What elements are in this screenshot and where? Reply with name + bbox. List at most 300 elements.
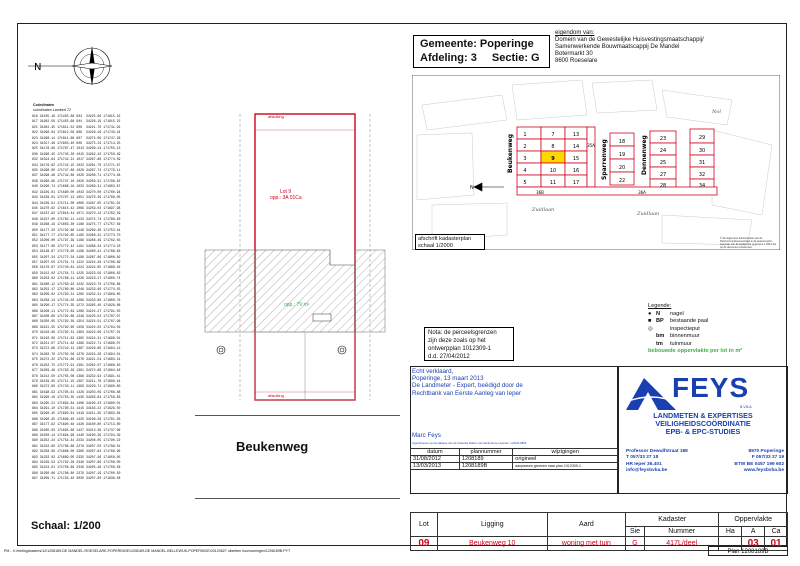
coords-cell: 34212.50 — [39, 373, 56, 378]
afdeling-text: Afdeling: 3 — [420, 52, 477, 64]
kadaster-street-beukenweg: Beukenweg — [507, 134, 514, 173]
coords-cell: 1069 — [76, 205, 84, 210]
coords-cell: 171792.39 — [57, 319, 75, 324]
coords-cell: 1196 — [76, 249, 84, 254]
revisions-cell: origineel — [513, 456, 618, 463]
coords-cell: 853 — [32, 243, 38, 248]
coords-row — [31, 184, 121, 189]
coords-cell: 171737.06 — [103, 427, 121, 432]
coords-row — [31, 265, 121, 270]
coords-cell: 1060 — [76, 200, 84, 205]
coords-cell: 1363 — [76, 330, 84, 335]
ca-header: Ca — [765, 527, 788, 537]
note-box — [424, 327, 514, 361]
coords-cell: 896 — [32, 470, 38, 475]
coords-cell: 821 — [32, 124, 38, 129]
coords-cell: 34274.66 — [85, 368, 102, 373]
coords-cell: 823 — [32, 135, 38, 140]
coords-cell: 34287.06 — [85, 254, 102, 259]
street-edge-bottom — [195, 498, 400, 499]
coords-cell: 850 — [32, 227, 38, 232]
ha-header: Ha — [719, 527, 742, 537]
coords-cell: 171755.35 — [57, 395, 75, 400]
coords-title: Coördinaten — [33, 103, 55, 107]
coords-cell: 171615.22 — [103, 119, 121, 124]
coords-cell: 171788.01 — [103, 443, 121, 448]
coordinates-table — [31, 114, 121, 482]
coords-cell: 1376 — [76, 351, 84, 356]
coords-cell: 171792.85 — [57, 232, 75, 237]
coords-cell: 171790.22 — [103, 438, 121, 443]
coords-cell: 171791.55 — [103, 308, 121, 313]
coords-cell: 34223.73 — [85, 281, 102, 286]
coords-cell: 1026 — [76, 168, 84, 173]
coords-cell: 171772.83 — [57, 308, 75, 313]
coords-cell: 34262.70 — [39, 351, 56, 356]
ca-value: 01 — [765, 537, 788, 551]
owner-line1: Domein van de Gewestelijke Huisvestingsmaatschappij/ — [555, 37, 704, 43]
coords-cell: 881 — [32, 389, 38, 394]
note-line3: ontwerpplan 1012309-1 — [428, 346, 492, 352]
coords-cell: 824 — [32, 141, 38, 146]
coords-cell: 34290.74 — [39, 184, 56, 189]
coords-cell: 1427 — [76, 427, 84, 432]
coords-cell: 34211.78 — [85, 378, 102, 383]
coords-cell: 171792.88 — [57, 227, 75, 232]
svg-text:18: 18 — [618, 139, 626, 145]
coords-cell: 34269.36 — [85, 227, 102, 232]
coords-cell: 171711.82 — [57, 341, 75, 346]
coords-cell: 34222.71 — [85, 341, 102, 346]
coords-cell: 34291.10 — [39, 405, 56, 410]
coords-cell: 171762.49 — [103, 211, 121, 216]
kadaster-caption-line2: schaal 1/2000 — [418, 243, 453, 249]
coords-cell: 34210.09 — [39, 335, 56, 340]
coords-cell: 171742.21 — [57, 157, 75, 162]
company-name: FEYS — [672, 372, 750, 403]
coords-cell: 34292.42 — [85, 151, 102, 156]
coords-cell: 171755.06 — [57, 373, 75, 378]
coords-cell: 34209.14 — [85, 146, 102, 151]
coords-cell: 34276.39 — [85, 195, 102, 200]
coords-cell: 1425 — [76, 416, 84, 421]
legend-item — [648, 318, 742, 326]
coords-cell: 34221.55 — [39, 324, 56, 329]
coords-cell: 171693.84 — [103, 411, 121, 416]
coords-cell: 171747.10 — [57, 178, 75, 183]
coords-cell: 171760.94 — [103, 189, 121, 194]
coords-cell: 904 — [76, 119, 83, 124]
coords-cell: 34272.66 — [39, 346, 56, 351]
afdeling-sectie-line — [420, 51, 543, 65]
coords-cell: 34272.22 — [39, 357, 56, 362]
owner-line2: Samenwerkende Bouwmaatscappij De Mandel — [555, 44, 680, 50]
coords-cell: 34253.02 — [39, 276, 56, 281]
coords-cell: 845 — [32, 205, 38, 210]
coords-cell: 171691.41 — [103, 373, 121, 378]
coords-cell: 34177.77 — [39, 232, 56, 237]
coords-cell: 171772.91 — [57, 362, 75, 367]
coords-cell: 171808.76 — [103, 297, 121, 302]
lot-area-label: opp.: 3A 01Ca — [270, 195, 302, 201]
coords-cell: 876 — [32, 362, 38, 367]
coords-cell: 34281.45 — [39, 124, 56, 129]
coords-cell: 34225.19 — [39, 114, 56, 118]
coords-cell: 34252.75 — [39, 362, 56, 367]
coords-cell: 34283.63 — [85, 395, 102, 400]
svg-text:N: N — [34, 62, 42, 73]
coords-cell: 171767.47 — [57, 146, 75, 151]
company-web[interactable]: www.feysbvba.be — [743, 468, 784, 474]
coords-cell: 171808.65 — [103, 292, 121, 297]
svg-text:5: 5 — [523, 180, 527, 186]
coords-cell: 171803.40 — [57, 141, 75, 146]
coords-cell: 171690.80 — [103, 384, 121, 389]
coords-cell: 171788.63 — [103, 249, 121, 254]
coords-cell: 34289.31 — [85, 178, 102, 183]
compass-rose-icon — [22, 40, 118, 92]
legend-title: Legende: — [648, 303, 672, 309]
coords-cell: 171793.29 — [57, 368, 75, 373]
coords-cell: 830 — [32, 151, 38, 156]
coords-cell: 1406 — [76, 400, 84, 405]
a-value: 03 — [742, 537, 765, 551]
coords-cell: 171693.61 — [57, 411, 75, 416]
svg-text:11: 11 — [549, 180, 557, 186]
coords-cell: 171771.67 — [103, 162, 121, 167]
svg-text:30: 30 — [698, 148, 706, 154]
oppervlakte-header: Oppervlakte — [719, 513, 788, 527]
cert-line3: De Landmeter - Expert, beëdigd door de — [412, 382, 523, 390]
revisions-header: wijzigingen — [513, 449, 618, 456]
coords-row — [31, 130, 121, 135]
coords-cell: 171794.39 — [103, 432, 121, 437]
revisions-header: plannummer — [459, 449, 512, 456]
coords-cell: 171742.86 — [57, 173, 75, 178]
coords-cell: 34225.09 — [85, 114, 102, 118]
coords-cell: 171792.66 — [57, 314, 75, 319]
coords-cell: 1189 — [76, 238, 84, 243]
coords-cell: 34177.33 — [39, 227, 56, 232]
svg-text:24: 24 — [659, 148, 667, 154]
coords-cell: 1367 — [76, 346, 84, 351]
tagline2: VEILIGHEIDSCOÖRDINATIE — [655, 418, 751, 428]
coords-cell: 1013 — [76, 146, 84, 151]
coords-cell: 171796.82 — [103, 178, 121, 183]
coords-cell: 838 — [32, 178, 38, 183]
legend-symbol-icon: ● — [648, 310, 652, 317]
coords-cell: 171683.14 — [103, 357, 121, 362]
coords-cell: 171697.98 — [103, 205, 121, 210]
coords-cell: 171666.00 — [57, 449, 75, 454]
coords-cell: 171803.87 — [103, 184, 121, 189]
coords-cell: 171773.70 — [103, 232, 121, 237]
coords-cell: 34226.19 — [85, 119, 102, 124]
coords-cell: 1029 — [76, 173, 84, 178]
coords-cell: 34177.06 — [39, 243, 56, 248]
coords-cell: 878 — [32, 373, 38, 378]
svg-text:15: 15 — [572, 156, 580, 162]
coords-cell: 906 — [76, 130, 83, 135]
coords-cell: 34207.19 — [85, 470, 102, 475]
coords-cell: 171826.88 — [103, 303, 121, 308]
coords-cell: 1029 — [76, 178, 84, 183]
coords-cell: 171795.61 — [57, 389, 75, 394]
coords-cell: 822 — [32, 130, 38, 135]
svg-text:1: 1 — [523, 132, 527, 138]
coords-cell: 171792.60 — [57, 324, 75, 329]
svg-text:2: 2 — [523, 144, 527, 150]
coords-cell: 171696.01 — [103, 335, 121, 340]
coords-cell: 171742.12 — [57, 346, 75, 351]
coords-cell: 34288.49 — [85, 238, 102, 243]
svg-text:10: 10 — [549, 168, 557, 174]
legend — [648, 303, 742, 356]
coords-cell: 171690.48 — [57, 422, 75, 427]
coords-cell: 34207.50 — [85, 443, 102, 448]
coords-cell: 848 — [32, 216, 38, 221]
certification-text — [412, 368, 523, 397]
revisions-header-row — [411, 449, 618, 456]
coords-row — [31, 211, 121, 216]
coords-cell: 1354 — [76, 319, 84, 324]
coords-cell: 171776.11 — [103, 168, 121, 173]
coords-cell: 171629.50 — [103, 405, 121, 410]
coords-cell: 171800.74 — [103, 276, 121, 281]
coords-cell: 847 — [32, 211, 38, 216]
tagline3: EPB- & EPC-STUDIES — [665, 426, 741, 436]
coords-cell: 849 — [32, 222, 38, 227]
coords-cell: 870 — [32, 330, 38, 335]
note-line2: zijn deze zoals op het — [428, 338, 486, 344]
coords-cell: 34296.04 — [39, 130, 56, 135]
coords-cell: 871 — [32, 335, 38, 340]
coords-cell: 171455.88 — [57, 114, 75, 118]
coords-cell: 872 — [32, 341, 38, 346]
registration-text: Ingeschreven op het tableau van de Federale Raden van landmeters-experten: LAN04-0854 — [412, 441, 527, 445]
aard-header: Aard — [547, 513, 625, 537]
coords-cell: 171455.68 — [57, 119, 75, 124]
coords-cell: 1418 — [76, 411, 84, 416]
coords-cell: 171782.31 — [57, 330, 75, 335]
coords-cell: 34223.17 — [85, 276, 102, 281]
coords-cell: 171776.90 — [57, 249, 75, 254]
coords-cell: 865 — [32, 303, 38, 308]
coords-cell: 171690.00 — [57, 189, 75, 194]
coords-cell: 34211.35 — [85, 411, 102, 416]
coords-cell: 34265.40 — [85, 303, 102, 308]
company-tel: T 057/33 27 18 — [626, 455, 659, 461]
coords-cell: 34213.39 — [85, 427, 102, 432]
coords-cell: 171694.12 — [103, 346, 121, 351]
coords-row — [31, 368, 121, 373]
coords-cell: 34205.48 — [85, 465, 102, 470]
kadaster-street-sparrenweg: Sparrenweg — [601, 139, 608, 180]
coords-cell: 171774.55 — [103, 287, 121, 291]
coords-cell: 171711.62 — [57, 335, 75, 340]
coords-cell: 34252.24 — [39, 438, 56, 443]
coords-cell: 842 — [32, 189, 38, 194]
coords-cell: 1248 — [76, 287, 84, 291]
lot-label: Lot 9 — [280, 189, 292, 195]
coords-cell: 34258.14 — [39, 297, 56, 302]
coords-cell: 171754.71 — [57, 270, 75, 275]
coords-cell: 851 — [32, 232, 38, 237]
coords-cell: 171780.80 — [57, 287, 75, 291]
coords-cell: 1269 — [76, 297, 84, 302]
coords-cell: 171744.02 — [57, 297, 75, 302]
coords-cell: 840 — [32, 184, 38, 189]
coords-cell: 867 — [32, 314, 38, 319]
coords-cell: 34262.56 — [39, 119, 56, 124]
coords-cell: 1369 — [76, 341, 84, 346]
coords-cell: 34270.13 — [85, 211, 102, 216]
revisions-header: datum — [411, 449, 460, 456]
coords-cell: 891 — [32, 443, 38, 448]
svg-text:31: 31 — [698, 160, 706, 166]
coords-cell: 34226.16 — [85, 130, 102, 135]
coords-cell: 171774.48 — [103, 173, 121, 178]
kadaster-header: Kadaster — [626, 513, 719, 527]
coords-row — [31, 422, 121, 427]
coords-cell: 1188 — [76, 222, 84, 227]
svg-text:25: 25 — [659, 160, 667, 166]
coords-cell: 171699.44 — [103, 378, 121, 383]
coords-cell: 34207.50 — [39, 259, 56, 264]
coords-row — [31, 195, 121, 200]
feys-logo-icon — [624, 372, 678, 412]
coords-cell: 171696.40 — [57, 416, 75, 421]
coords-cell: 171695.60 — [57, 427, 75, 432]
note-line1: Nota: de perceelsgrenzen — [428, 330, 497, 336]
coords-cell: 34222.90 — [39, 443, 56, 448]
svg-text:Zuidlaan: Zuidlaan — [637, 211, 660, 217]
revisions-row — [411, 456, 618, 463]
coords-cell: 171615.22 — [103, 114, 121, 118]
coords-cell: 171694.01 — [103, 351, 121, 356]
revisions-cell: aanpassen grenzen naar plan 1012309-1 — [513, 463, 618, 470]
footer-path: PM - X:\metingdossiers\12\1208189-DE MANDEL-ROESELARE-POPERINGE\1208189-DE MANDEL-BELLEWIJK-POPERINGE\20120827 uitzetten huurwoningen\1208189B.PYT — [4, 549, 291, 553]
coords-cell: 2379 — [76, 470, 84, 475]
coords-cell: 3030 — [76, 476, 84, 481]
lot-header: Lot — [411, 513, 438, 537]
coords-cell: 34267.74 — [85, 168, 102, 173]
coords-cell: 34290.06 — [39, 470, 56, 475]
coords-row — [31, 476, 121, 481]
coords-cell: 855 — [32, 254, 38, 259]
coords-cell: 34208.11 — [39, 308, 56, 313]
lot-value: 09 — [411, 537, 438, 551]
coords-cell: 34229.01 — [39, 189, 56, 194]
coords-cell: 171756.69 — [57, 465, 75, 470]
legend-code: BP — [656, 318, 664, 324]
svg-text:Nol: Nol — [712, 109, 721, 115]
coords-cell: 34258.09 — [39, 449, 56, 454]
coords-row — [31, 249, 121, 254]
afsluiting-bottom-label: afsluiting — [268, 393, 284, 398]
coords-cell: 34229.53 — [39, 460, 56, 464]
coords-cell: 34207.86 — [85, 460, 102, 464]
coords-cell: 1224 — [76, 265, 84, 270]
coords-cell: 864 — [32, 297, 38, 302]
coords-cell: 34290.45 — [39, 411, 56, 416]
owner-label: eigendom van: — [555, 30, 595, 36]
coords-cell: 171806.83 — [103, 270, 121, 275]
ligging-value: Beukenweg 10 — [437, 537, 547, 551]
coords-cell: 859 — [32, 270, 38, 275]
coords-row — [31, 395, 121, 400]
coords-cell: 171615.42 — [57, 205, 75, 210]
company-fax: F 057/33 27 19 — [751, 455, 784, 461]
afsluiting-top-label: afsluiting — [268, 114, 284, 119]
coords-cell: 171787.96 — [103, 319, 121, 324]
coords-cell: 908 — [76, 124, 83, 129]
legend-item — [648, 311, 742, 319]
svg-text:36A: 36A — [638, 190, 646, 195]
coords-cell: 171751.69 — [57, 357, 75, 362]
coords-cell: 34219.05 — [39, 378, 56, 383]
kadaster-caption-line1: afschrift kadasterplan — [418, 236, 472, 242]
legend-symbol-icon: ■ — [648, 318, 652, 324]
owner-block — [555, 30, 704, 65]
coords-cell: 34208.05 — [85, 438, 102, 443]
coords-row — [31, 357, 121, 362]
coords-cell: 34190.23 — [85, 400, 102, 405]
coords-cell: 1429 — [76, 389, 84, 394]
coords-cell: 171811.52 — [57, 124, 75, 129]
coords-cell: 34268.19 — [39, 222, 56, 227]
coords-cell: 34170.67 — [39, 265, 56, 270]
coords-cell: 34314.84 — [39, 157, 56, 162]
coords-cell: 171701.03 — [103, 416, 121, 421]
coords-cell: 1365 — [76, 335, 84, 340]
coords-cell: 897 — [32, 476, 38, 481]
coords-cell: 1015 — [76, 151, 84, 156]
neighbour-building-left — [205, 250, 255, 332]
coords-row — [31, 222, 121, 227]
coords-cell: 1430 — [76, 395, 84, 400]
coords-cell: 858 — [32, 265, 38, 270]
nummer-header: Nummer — [644, 527, 718, 537]
coords-cell: 1415 — [76, 405, 84, 410]
coords-cell: 857 — [32, 259, 38, 264]
svg-text:N: N — [470, 185, 474, 191]
coords-cell: 34207.64 — [85, 449, 102, 454]
coords-cell: 885 — [32, 411, 38, 416]
coords-cell: 171603.30 — [57, 222, 75, 227]
coords-cell: 34224.02 — [85, 324, 102, 329]
coords-cell: 171741.92 — [103, 124, 121, 129]
svg-text:4: 4 — [523, 168, 527, 174]
signer-name: Marc Feys — [412, 432, 441, 439]
coords-row — [31, 330, 121, 335]
coords-cell: 882 — [32, 395, 38, 400]
coords-cell: 1228 — [76, 276, 84, 281]
coords-cell: 1426 — [76, 422, 84, 427]
owner-line3: Botermarkt 30 — [555, 51, 593, 57]
coords-cell: 889 — [32, 432, 38, 437]
coords-cell: 34274.09 — [85, 135, 102, 140]
company-email[interactable]: info@feysbvba.be — [626, 468, 668, 474]
coords-cell: 171790.31 — [57, 405, 75, 410]
note-line4: d.d. 27/04/2012 — [428, 354, 470, 360]
coords-cell: 34212.02 — [39, 270, 56, 275]
svg-text:20: 20 — [618, 165, 626, 171]
coords-cell: 171694.84 — [57, 400, 75, 405]
coords-cell: 2335 — [76, 454, 84, 459]
coords-cell: 171888.02 — [103, 265, 121, 270]
coords-cell: 834 — [32, 162, 38, 167]
